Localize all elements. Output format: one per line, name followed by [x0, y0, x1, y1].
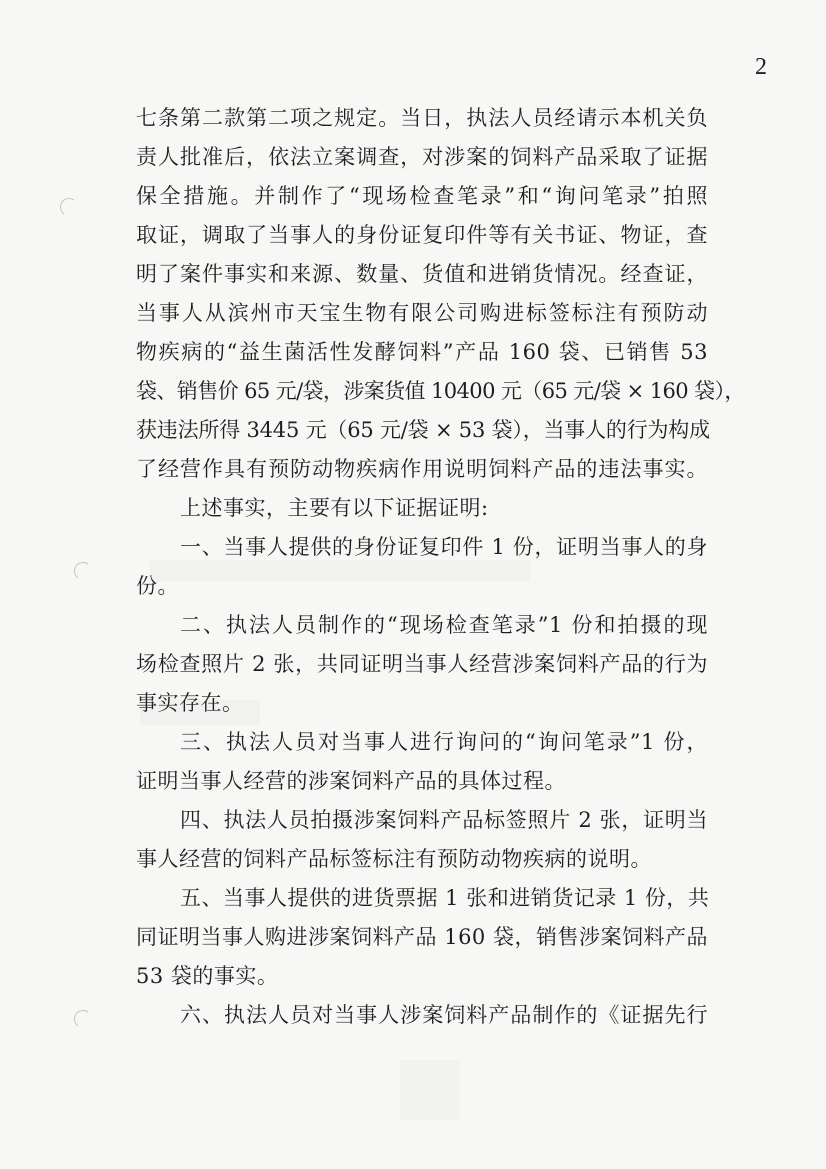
page-number: 2	[755, 54, 767, 80]
evidence-heading: 上述事实，主要有以下证据证明:	[180, 496, 489, 520]
body-line: 53 袋的事实。	[136, 964, 279, 988]
body-line: 场检查照片 2 张，共同证明当事人经营涉案饲料产品的行为	[136, 652, 708, 676]
body-line: 获违法所得 3445 元（65 元/袋 × 53 袋），当事人的行为构成	[136, 418, 710, 442]
evidence-item-5: 五、当事人提供的进货票据 1 张和进销货记录 1 份，共	[180, 886, 710, 910]
binding-hole-mark	[59, 197, 80, 218]
evidence-item-4: 四、执法人员拍摄涉案饲料产品标签照片 2 张，证明当	[180, 808, 708, 832]
body-line: 了经营作具有预防动物疾病作用说明饲料产品的违法事实。	[136, 457, 708, 481]
body-line: 同证明当事人购进涉案饲料产品 160 袋，销售涉案饲料产品	[136, 925, 708, 949]
body-line: 取证，调取了当事人的身份证复印件等有关书证、物证，查	[136, 223, 708, 247]
body-line: 七条第二款第二项之规定。当日，执法人员经请示本机关负	[136, 106, 708, 130]
body-line: 明了案件事实和来源、数量、货值和进销货情况。经查证，	[136, 262, 708, 286]
body-line: 袋、销售价 65 元/袋，涉案货值 10400 元（65 元/袋 × 160 袋），	[136, 379, 745, 403]
body-line: 当事人从滨州市天宝生物有限公司购进标签标注有预防动	[136, 301, 708, 325]
bleed-through-shadow	[400, 1060, 460, 1120]
body-line: 证明当事人经营的涉案饲料产品的具体过程。	[136, 769, 566, 793]
evidence-item-3: 三、执法人员对当事人进行询问的“询问笔录”1 份，	[180, 730, 708, 754]
evidence-item-1: 一、当事人提供的身份证复印件 1 份，证明当事人的身	[180, 535, 708, 559]
body-line: 责人批准后，依法立案调查，对涉案的饲料产品采取了证据	[136, 145, 708, 169]
binding-hole-mark	[73, 1009, 94, 1030]
body-line: 物疾病的“益生菌活性发酵饲料”产品 160 袋、已销售 53	[136, 340, 708, 364]
body-line: 事人经营的饲料产品标签标注有预防动物疾病的说明。	[136, 847, 652, 871]
body-line: 份。	[136, 574, 179, 598]
evidence-item-2: 二、执法人员制作的“现场检查笔录”1 份和拍摄的现	[180, 613, 708, 637]
body-line: 事实存在。	[136, 691, 244, 715]
body-line: 保全措施。并制作了“现场检查笔录”和“询问笔录”拍照	[136, 184, 708, 208]
binding-hole-mark	[73, 561, 94, 582]
evidence-item-6: 六、执法人员对当事人涉案饲料产品制作的《证据先行	[180, 1003, 708, 1027]
